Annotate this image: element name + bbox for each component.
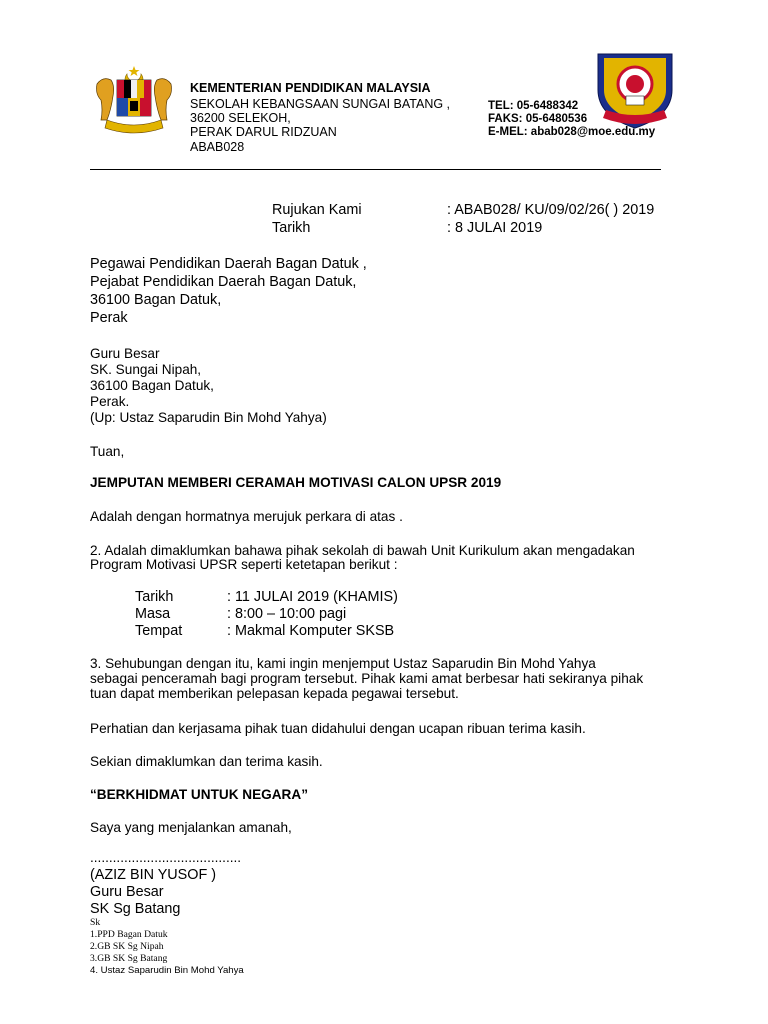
- signatory-title: Guru Besar: [90, 884, 164, 900]
- ministry-name: KEMENTERIAN PENDIDIKAN MALAYSIA: [190, 81, 431, 95]
- paragraph-3-line: sebagai penceramah bagi program tersebut. Pihak kami amat berbesar hati sekiranya pihak: [90, 671, 644, 686]
- school-address-line: 36200 SELEKOH,: [190, 111, 291, 125]
- paragraph-1: Adalah dengan hormatnya merujuk perkara di atas .: [90, 509, 403, 524]
- signature-dots: ........................................: [90, 850, 242, 865]
- closing-line: Saya yang menjalankan amanah,: [90, 820, 292, 835]
- detail-value: : 11 JULAI 2019 (KHAMIS): [227, 589, 398, 605]
- cc-heading: Sk: [90, 917, 101, 928]
- recipient-line: Pejabat Pendidikan Daerah Bagan Datuk,: [90, 274, 357, 290]
- reference-value: : ABAB028/ KU/09/02/26( ) 2019: [447, 202, 655, 218]
- signatory-name: (AZIZ BIN YUSOF ): [90, 867, 217, 883]
- salutation: Tuan,: [90, 444, 125, 459]
- school-address-line: PERAK DARUL RIDZUAN: [190, 125, 337, 139]
- cc-item: 4. Ustaz Saparudin Bin Mohd Yahya: [90, 965, 244, 976]
- school-logo: [592, 48, 678, 130]
- signatory-school: SK Sg Batang: [90, 901, 181, 917]
- letter-subject: JEMPUTAN MEMBERI CERAMAH MOTIVASI CALON UPSR 2019: [90, 475, 502, 490]
- detail-value: : 8:00 – 10:00 pagi: [227, 606, 347, 622]
- paragraph-5: Sekian dimaklumkan dan terima kasih.: [90, 754, 323, 769]
- cc-item: 3.GB SK Sg Batang: [90, 953, 168, 964]
- school-address-line: SEKOLAH KEBANGSAAN SUNGAI BATANG ,: [190, 97, 451, 111]
- recipient-line: Pegawai Pendidikan Daerah Bagan Datuk ,: [90, 256, 367, 272]
- paragraph-4: Perhatian dan kerjasama pihak tuan didahului dengan ucapan ribuan terima kasih.: [90, 721, 586, 736]
- school-code: ABAB028: [190, 140, 245, 154]
- cc-recipient-line: Perak.: [90, 394, 130, 409]
- cc-recipient-line: Guru Besar: [90, 346, 160, 361]
- cc-recipient-line: SK. Sungai Nipah,: [90, 362, 202, 377]
- school-email: E-MEL: abab028@moe.edu.my: [488, 126, 656, 138]
- paragraph-2-line: Program Motivasi UPSR seperti ketetapan berikut :: [90, 557, 398, 572]
- paragraph-3-line: tuan dapat memberikan pelepasan kepada pegawai tersebut.: [90, 686, 459, 701]
- date-label: Tarikh: [272, 220, 311, 236]
- detail-label: Tarikh: [135, 589, 174, 605]
- malaysia-crest-logo: [93, 64, 175, 136]
- detail-label: Tempat: [135, 623, 183, 639]
- detail-value: : Makmal Komputer SKSB: [227, 623, 395, 639]
- recipient-line: 36100 Bagan Datuk,: [90, 292, 222, 308]
- cc-recipient-line: 36100 Bagan Datuk,: [90, 378, 214, 393]
- reference-label: Rujukan Kami: [272, 202, 362, 218]
- school-telephone: TEL: 05-6488342: [488, 100, 579, 112]
- date-value: : 8 JULAI 2019: [447, 220, 543, 236]
- cc-item: 1.PPD Bagan Datuk: [90, 929, 168, 940]
- paragraph-2-line: 2. Adalah dimaklumkan bahawa pihak sekolah di bawah Unit Kurikulum akan mengadakan: [90, 543, 635, 558]
- motto: “BERKHIDMAT UNTUK NEGARA”: [90, 787, 308, 802]
- detail-label: Masa: [135, 606, 171, 622]
- cc-recipient-line: (Up: Ustaz Saparudin Bin Mohd Yahya): [90, 410, 327, 425]
- recipient-line: Perak: [90, 310, 128, 326]
- header-divider: [90, 169, 661, 170]
- paragraph-3-line: 3. Sehubungan dengan itu, kami ingin menjemput Ustaz Saparudin Bin Mohd Yahya: [90, 656, 596, 671]
- school-fax: FAKS: 05-6480536: [488, 113, 588, 125]
- cc-item: 2.GB SK Sg Nipah: [90, 941, 164, 952]
